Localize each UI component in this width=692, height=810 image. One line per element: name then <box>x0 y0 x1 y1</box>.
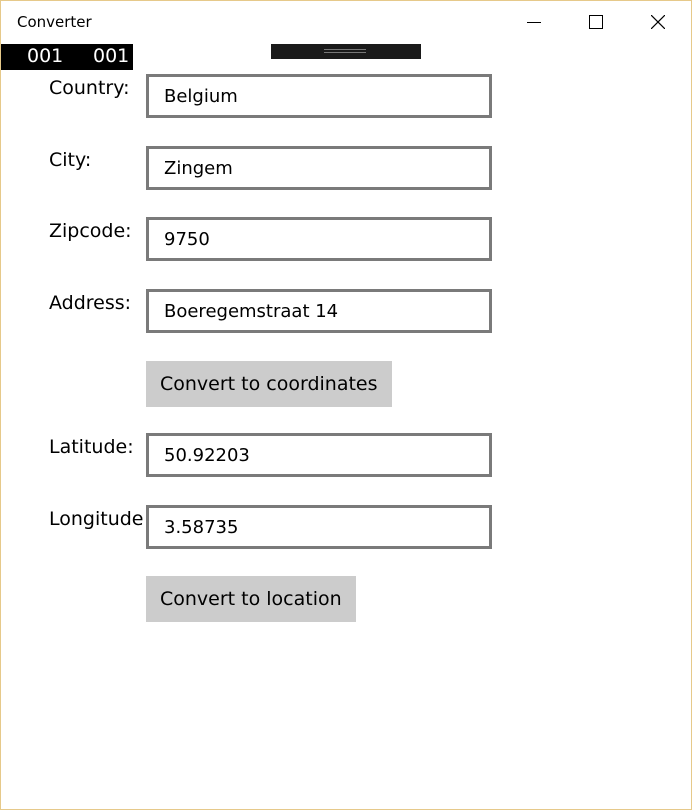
country-label: Country: <box>49 77 130 99</box>
minimize-button[interactable] <box>503 1 565 43</box>
debug-toolbar-handle[interactable] <box>271 44 421 59</box>
close-icon <box>651 15 665 29</box>
zipcode-input[interactable] <box>149 220 489 258</box>
longitude-label: Longitude <box>49 508 144 530</box>
latitude-field[interactable] <box>146 433 492 477</box>
address-input[interactable] <box>149 292 489 330</box>
maximize-button[interactable] <box>565 1 627 43</box>
longitude-field[interactable] <box>146 505 492 549</box>
maximize-icon <box>589 15 603 29</box>
address-field[interactable] <box>146 289 492 333</box>
latitude-input[interactable] <box>149 436 489 474</box>
city-field[interactable] <box>146 146 492 190</box>
address-label: Address: <box>49 292 132 314</box>
longitude-input[interactable] <box>149 508 489 546</box>
zipcode-field[interactable] <box>146 217 492 261</box>
city-input[interactable] <box>149 149 489 187</box>
frame-counter-right: 001 <box>93 45 130 67</box>
convert-to-location-button[interactable]: Convert to location <box>146 576 356 622</box>
convert-to-coordinates-button[interactable]: Convert to coordinates <box>146 361 392 407</box>
country-input[interactable] <box>149 77 489 115</box>
window-title: Converter <box>17 13 92 31</box>
zipcode-label: Zipcode: <box>49 220 132 242</box>
frame-rate-counter <box>1 44 133 70</box>
close-button[interactable] <box>627 1 689 43</box>
country-field[interactable] <box>146 74 492 118</box>
title-bar[interactable] <box>1 1 691 43</box>
city-label: City: <box>49 149 92 171</box>
frame-counter-left: 001 <box>27 45 64 67</box>
latitude-label: Latitude: <box>49 436 134 458</box>
minimize-icon <box>527 15 541 29</box>
grip-icon <box>324 49 366 50</box>
